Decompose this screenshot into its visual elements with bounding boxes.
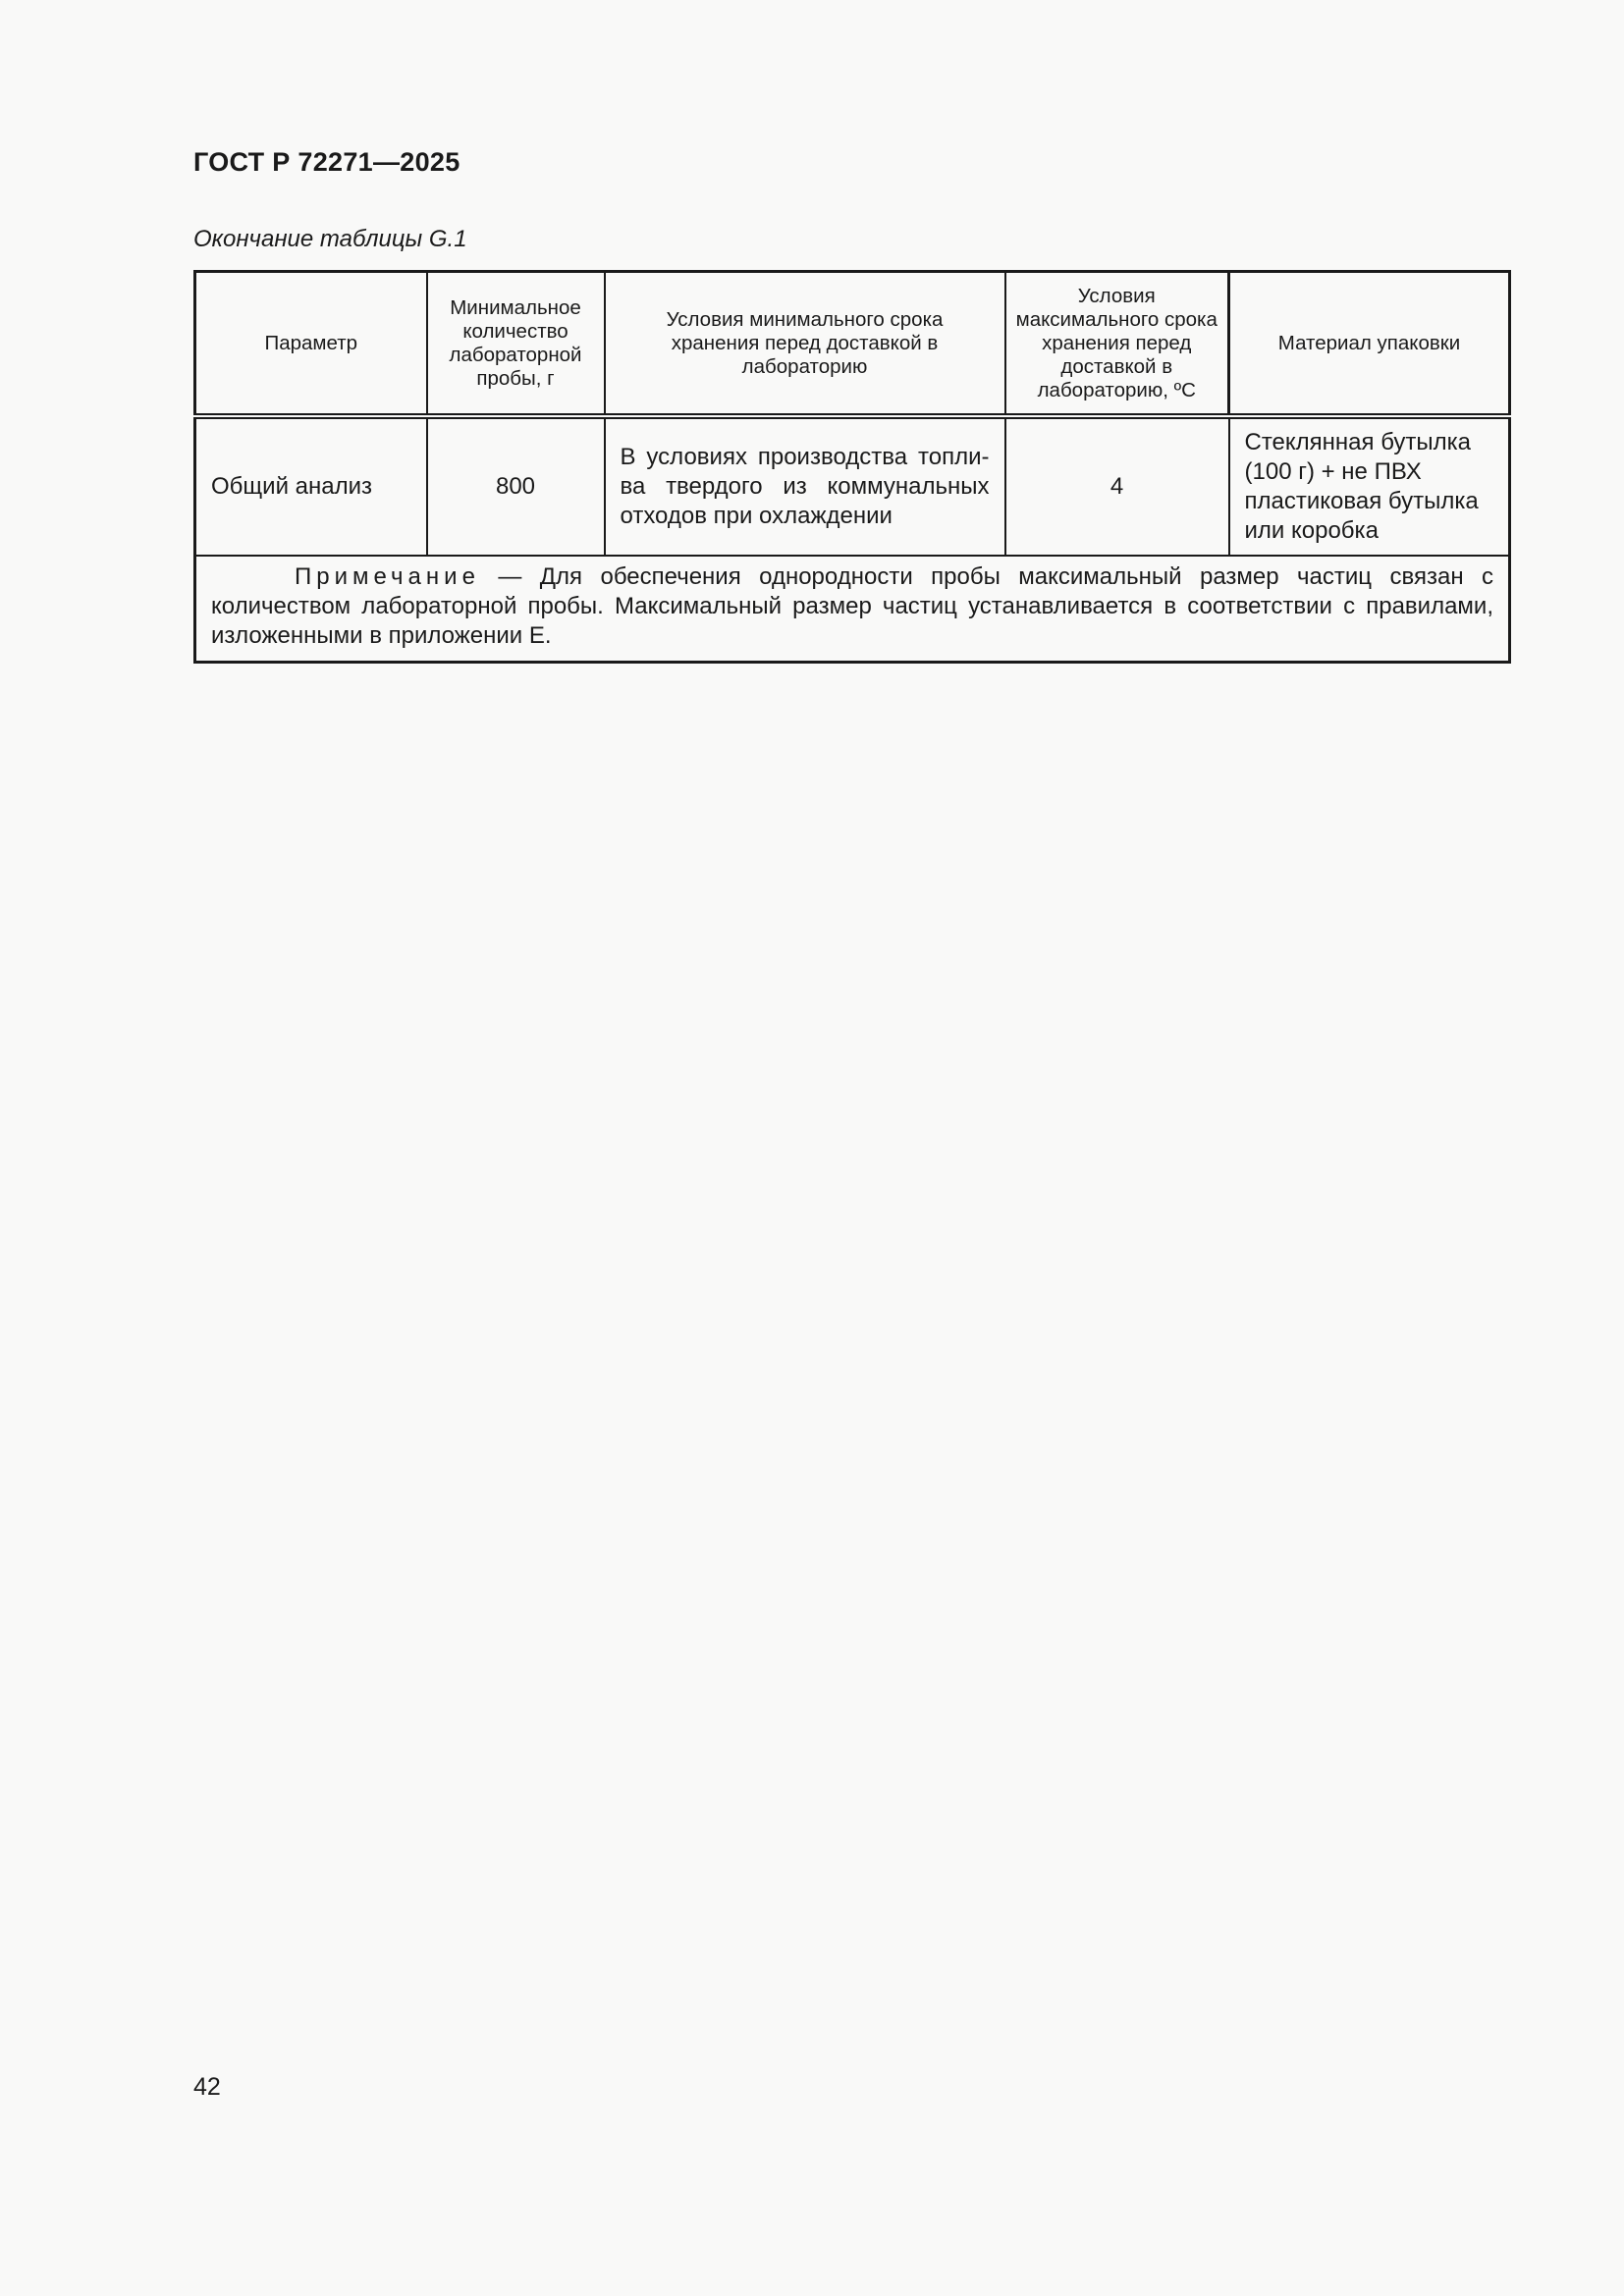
table-row [195,416,1510,556]
table-header-row [195,272,1510,417]
column-header-max-storage: Условия максимального срока хранения перед доставкой в лабораторию, ºС [1005,272,1229,417]
cell-max-storage-conditions: 4 [1005,416,1229,556]
cell-min-storage-conditions: В условиях производства топли-ва твердого из коммунальных отходов при охлаждении [605,416,1005,556]
cell-parameter: Общий анализ [195,416,427,556]
table-note [195,556,1510,663]
column-header-parameter: Параметр [195,272,427,417]
page-number: 42 [193,2073,221,2101]
column-header-min-storage: Условия минимального срока хранения перед доставкой в лабораторию [605,272,1005,417]
column-header-min-quantity: Минимальное количество лабораторной пробы, г [427,272,605,417]
document-header: ГОСТ Р 72271—2025 [193,147,460,177]
cell-packaging: Стеклянная бутылка (100 г) + не ПВХ пластиковая бутылка или коробка [1229,416,1510,556]
table-note-row [195,556,1510,663]
table-caption: Окончание таблицы G.1 [193,226,467,252]
sampling-table [193,270,1511,664]
note-text: — Для обеспечения однородности пробы максимальный размер частиц связан с количеством лабораторной пробы. Максимальный размер частиц устанавливается в соответствии с правилами, изложенными в приложении Е. [211,563,1493,649]
column-header-packaging: Материал упаковки [1229,272,1510,417]
note-label: Примечание [295,563,480,590]
cell-min-quantity: 800 [427,416,605,556]
